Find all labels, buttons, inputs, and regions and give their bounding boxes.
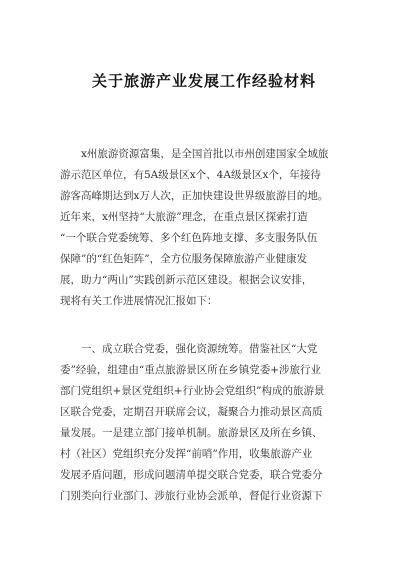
paragraph-line: 村（社区）党组织充分发挥“前哨”作用，收集旅游产业 xyxy=(60,448,313,460)
paragraph-line: 委”经验，组建由“重点旅游景区所在乡镇党委+涉旅行业 xyxy=(60,364,322,376)
paragraph-line: 近年来，x州坚持“大旅游”理念，在重点景区探索打造 xyxy=(60,211,308,223)
paragraph-line: 发展矛盾问题，形成问题清单提交联合党委，联合党委分 xyxy=(60,469,323,481)
document-title: 关于旅游产业发展工作经验材料 xyxy=(91,72,316,90)
paragraph-line: 一、成立联合党委，强化资源统筹。借鉴社区“大党 xyxy=(60,343,318,355)
paragraph-line: 现将有关工作进展情况汇报如下： xyxy=(60,295,218,307)
paragraph-line: 门别类向行业部门、涉旅行业协会派单，督促行业资源下 xyxy=(60,490,323,502)
paragraph-section-one xyxy=(60,339,354,507)
paragraph-line: 游客高峰期达到x万人次，正加快建设世界级旅游目的地。 xyxy=(60,190,329,202)
paragraph-line: x州旅游资源富集，是全国首批以市州创建国家全域旅 xyxy=(60,148,329,160)
paragraph-line: 游示范区单位，有5A级景区x个、4A级景区x个，年接待 xyxy=(60,169,321,181)
paragraph-line: 量发展。一是建立部门接单机制。旅游景区及所在乡镇、 xyxy=(60,427,323,439)
paragraph-line: 区联合党委，定期召开联席会议，凝聚合力推动景区高质 xyxy=(60,406,323,418)
paragraph-line: 展，助力“两山”实践创新示范区建设。根据会议安排， xyxy=(60,274,313,286)
paragraph-line: “一个联合党委统筹、多个红色阵地支撑、多支服务队伍 xyxy=(60,232,318,244)
paragraph-line: 保障”的“红色矩阵”，全方位服务保障旅游产业健康发 xyxy=(60,253,308,265)
paragraph-intro xyxy=(60,144,354,312)
paragraph-line: 部门党组织+景区党组织+行业协会党组织”构成的旅游景 xyxy=(60,385,325,397)
